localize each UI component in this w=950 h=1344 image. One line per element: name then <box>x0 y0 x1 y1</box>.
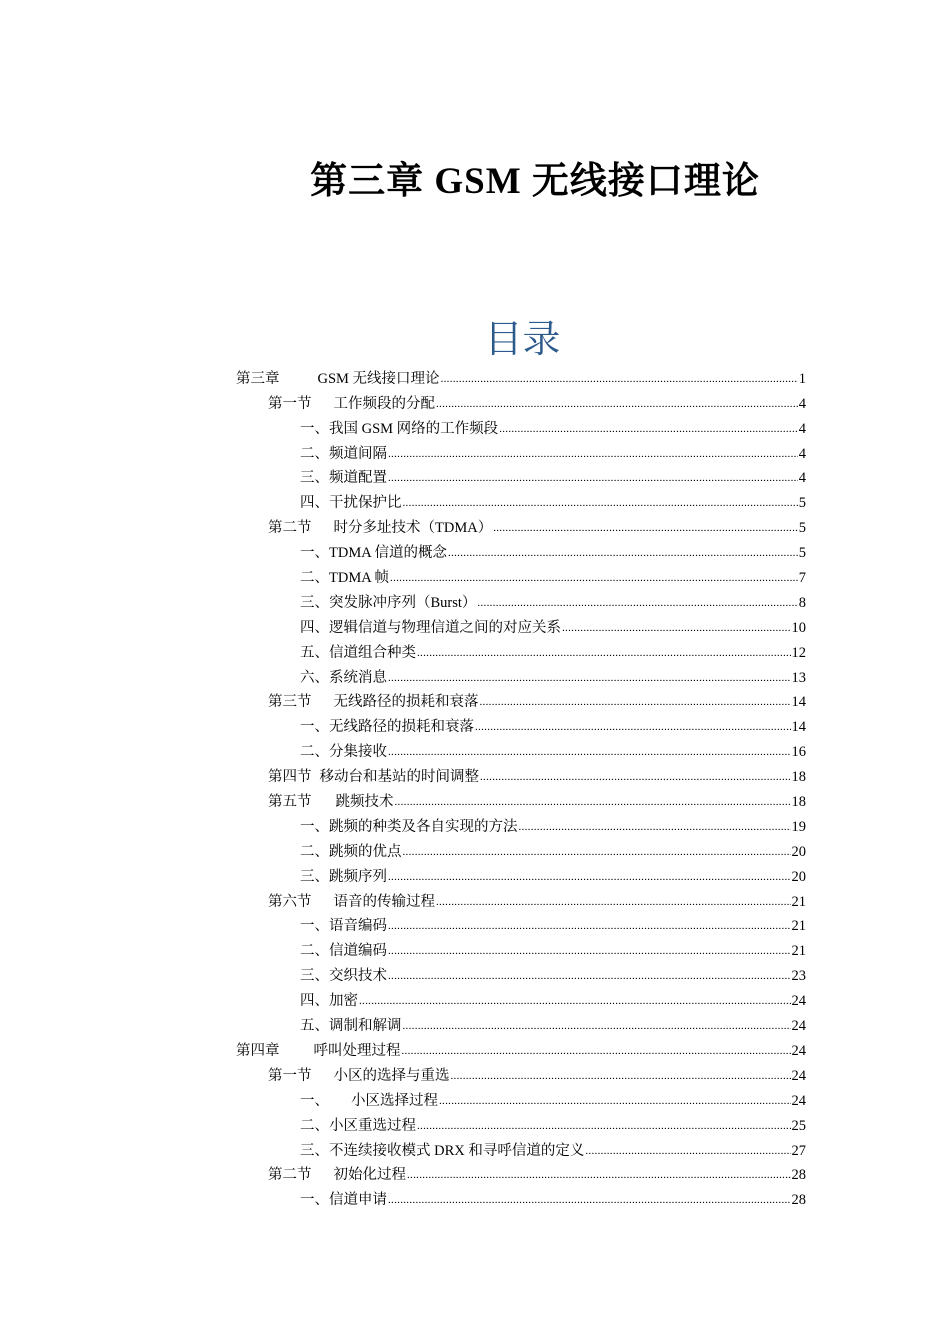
toc-entry[interactable] <box>236 960 806 985</box>
toc-entry[interactable] <box>236 463 806 488</box>
toc-entry-label <box>300 541 447 562</box>
toc-entry-label <box>300 591 476 612</box>
toc-entry-title: 语音编码 <box>329 918 387 935</box>
toc-entry-number: 一、 <box>300 545 329 562</box>
toc-entry[interactable] <box>236 388 806 413</box>
toc-entry-page: 24 <box>791 993 806 1010</box>
toc-leader-dots <box>388 469 798 487</box>
toc-entry-title: 工作频段的分配 <box>333 395 435 412</box>
toc-entry-number: 四、 <box>300 619 329 636</box>
toc-entry-title: 信道编码 <box>329 943 387 960</box>
toc-entry-number: 二、 <box>300 445 329 462</box>
toc-entry-number: 三、 <box>300 968 329 985</box>
toc-leader-dots <box>436 395 798 413</box>
toc-entry-label <box>300 865 387 886</box>
toc-entry-label <box>268 1163 406 1184</box>
toc-entry-label <box>300 616 561 637</box>
toc-entry[interactable] <box>236 438 806 463</box>
toc-entry-number: 四、 <box>300 495 329 512</box>
toc-leader-dots <box>448 544 798 562</box>
toc-leader-dots <box>388 1191 791 1209</box>
toc-leader-dots <box>441 370 798 388</box>
toc-entry-page: 24 <box>791 1092 806 1109</box>
toc-entry-title: GSM 无线接口理论 <box>317 370 440 387</box>
toc-entry-label <box>300 442 387 463</box>
toc-entry-number: 一、 <box>300 1192 329 1209</box>
toc-entry[interactable] <box>236 935 806 960</box>
toc-entry[interactable] <box>236 1060 806 1085</box>
toc-entry-page: 28 <box>791 1192 806 1209</box>
toc-entry-label <box>300 491 402 512</box>
toc-entry[interactable] <box>236 1184 806 1209</box>
toc-entry-number: 一、 <box>300 918 329 935</box>
toc-entry-title: 突发脉冲序列（Burst） <box>329 594 477 611</box>
toc-entry-title: 时分多址技术（TDMA） <box>333 520 493 537</box>
toc-entry-number: 第三章 <box>236 370 280 387</box>
toc-entry-page: 4 <box>798 470 806 487</box>
toc-entry-label <box>300 740 387 761</box>
toc-entry-label <box>300 1139 584 1160</box>
toc-entry-number: 第四章 <box>236 1042 280 1059</box>
toc-entry[interactable] <box>236 1085 806 1110</box>
toc-entry[interactable] <box>236 612 806 637</box>
toc-entry-number: 四、 <box>300 993 329 1010</box>
toc-entry-label <box>300 666 387 687</box>
toc-entry-number: 二、 <box>300 570 329 587</box>
toc-entry-title: 频道间隔 <box>329 445 387 462</box>
toc-entry-title: 小区选择过程 <box>351 1092 438 1109</box>
toc-entry-number: 一、 <box>300 818 329 835</box>
toc-entry-page: 21 <box>791 918 806 935</box>
toc-leader-dots <box>562 619 791 637</box>
toc-entry[interactable] <box>236 562 806 587</box>
toc-leader-dots <box>359 992 791 1010</box>
toc-entry-number: 二、 <box>300 943 329 960</box>
toc-entry-number: 二、 <box>300 1117 329 1134</box>
toc-entry[interactable] <box>236 836 806 861</box>
toc-leader-dots <box>451 1067 791 1085</box>
toc-entry-number: 第五节 <box>268 794 312 811</box>
toc-entry-page: 27 <box>791 1142 806 1159</box>
toc-entry[interactable] <box>236 1135 806 1160</box>
toc-entry-page: 24 <box>791 1018 806 1035</box>
toc-entry-title: 跳频的种类及各自实现的方法 <box>329 818 518 835</box>
toc-entry-page: 20 <box>791 843 806 860</box>
toc-entry[interactable] <box>236 487 806 512</box>
toc-entry[interactable] <box>236 1110 806 1135</box>
toc-entry-title: 交织技术 <box>329 968 387 985</box>
toc-entry-page: 14 <box>791 719 806 736</box>
toc-entry-page: 10 <box>791 619 806 636</box>
toc-leader-dots <box>407 1166 791 1184</box>
toc-entry-number: 第二节 <box>268 1167 312 1184</box>
toc-entry-page: 8 <box>798 594 806 611</box>
toc-entry[interactable] <box>236 1035 806 1060</box>
toc-leader-dots <box>388 868 791 886</box>
toc-leader-dots <box>388 445 798 463</box>
toc-entry-number: 三、 <box>300 594 329 611</box>
toc-entry-number: 三、 <box>300 470 329 487</box>
toc-entry-label <box>300 1014 402 1035</box>
toc-entry-title: 语音的传输过程 <box>333 893 435 910</box>
toc-leader-dots <box>388 669 791 687</box>
toc-leader-dots <box>519 818 791 836</box>
toc-leader-dots <box>417 644 791 662</box>
toc-entry-label <box>300 466 387 487</box>
toc-entry-page: 4 <box>798 395 806 412</box>
toc-leader-dots <box>388 917 791 935</box>
toc-entry-label <box>300 1114 416 1135</box>
toc-entry[interactable] <box>236 761 806 786</box>
toc-entry-page: 21 <box>791 893 806 910</box>
toc-entry-label <box>300 715 474 736</box>
toc-leader-dots <box>403 843 791 861</box>
toc-entry-title: 加密 <box>329 993 358 1010</box>
toc-leader-dots <box>436 893 791 911</box>
toc-entry-number: 第六节 <box>268 893 312 910</box>
toc-entry[interactable] <box>236 786 806 811</box>
toc-entry-number: 第二节 <box>268 520 312 537</box>
toc-entry-title: TDMA 帧 <box>329 570 390 587</box>
toc-entry-label <box>268 1064 450 1085</box>
toc-entry-title: 小区重选过程 <box>329 1117 416 1134</box>
toc-leader-dots <box>477 594 797 612</box>
toc-entry[interactable] <box>236 711 806 736</box>
toc-entry-page: 12 <box>791 644 806 661</box>
toc-entry-page: 5 <box>798 520 806 537</box>
toc-leader-dots <box>403 1017 791 1035</box>
toc-entry-title: 跳频的优点 <box>329 843 402 860</box>
toc-entry[interactable] <box>236 637 806 662</box>
toc-leader-dots <box>388 743 791 761</box>
toc-entry[interactable] <box>236 911 806 936</box>
toc-leader-dots <box>417 1117 791 1135</box>
toc-entry-page: 25 <box>791 1117 806 1134</box>
toc-leader-dots <box>493 519 798 537</box>
toc-entry-title: TDMA 信道的概念 <box>329 545 448 562</box>
toc-entry[interactable] <box>236 1160 806 1185</box>
toc-entry-number: 二、 <box>300 744 329 761</box>
toc-entry[interactable] <box>236 512 806 537</box>
toc-entry-title: 移动台和基站的时间调整 <box>319 769 479 786</box>
toc-leader-dots <box>388 967 791 985</box>
toc-entry-label <box>300 989 358 1010</box>
toc-entry-page: 4 <box>798 420 806 437</box>
toc-leader-dots <box>585 1142 790 1160</box>
toc-heading: 目录 <box>484 319 561 361</box>
toc-leader-dots <box>480 693 791 711</box>
toc-entry-page: 24 <box>791 1042 806 1059</box>
toc-entry-page: 28 <box>791 1167 806 1184</box>
toc-entry-page: 5 <box>798 495 806 512</box>
toc-entry[interactable] <box>236 363 806 388</box>
toc-entry[interactable] <box>236 861 806 886</box>
toc-entry-title: 小区的选择与重选 <box>333 1067 450 1084</box>
toc-leader-dots <box>475 718 791 736</box>
toc-entry-number: 第一节 <box>268 1067 312 1084</box>
toc-entry-number: 五、 <box>300 644 329 661</box>
toc-entry-title: 频道配置 <box>329 470 387 487</box>
toc-leader-dots <box>403 494 798 512</box>
toc-entry-label <box>268 392 435 413</box>
toc-entry-number: 六、 <box>300 669 329 686</box>
toc-entry-label <box>268 890 435 911</box>
toc-entry-label <box>236 367 440 388</box>
toc-entry-title: 初始化过程 <box>333 1167 406 1184</box>
toc-entry-number: 第一节 <box>268 395 312 412</box>
toc-entry-title: 信道申请 <box>329 1192 387 1209</box>
toc-leader-dots <box>388 942 791 960</box>
toc-entry-page: 18 <box>791 769 806 786</box>
toc-entry-title: 跳频技术 <box>335 794 394 811</box>
toc-entry-number: 五、 <box>300 1018 329 1035</box>
toc-entry[interactable] <box>236 886 806 911</box>
toc-entry-title: 信道组合种类 <box>329 644 416 661</box>
toc-entry-title: 调制和解调 <box>329 1018 402 1035</box>
toc-entry[interactable] <box>236 537 806 562</box>
toc-entry-page: 14 <box>791 694 806 711</box>
toc-entry-label <box>300 840 402 861</box>
toc-leader-dots <box>395 793 791 811</box>
toc-leader-dots <box>439 1092 791 1110</box>
toc-leader-dots <box>390 569 798 587</box>
toc-entry-label <box>268 790 394 811</box>
toc-entry-label <box>300 566 389 587</box>
toc-leader-dots <box>499 420 798 438</box>
toc-entry-number: 第三节 <box>268 694 312 711</box>
toc-entry-page: 4 <box>798 445 806 462</box>
toc-entry-page: 19 <box>791 818 806 835</box>
toc-entry-number: 一、 <box>300 420 329 437</box>
toc-entry-title: 无线路径的损耗和衰落 <box>333 694 479 711</box>
toc-entry-page: 16 <box>791 744 806 761</box>
toc-entry-number: 一、 <box>300 1092 329 1109</box>
toc-entry-label <box>268 765 479 786</box>
toc-entry-page: 20 <box>791 868 806 885</box>
toc-entry[interactable] <box>236 413 806 438</box>
toc-entry-label <box>268 690 479 711</box>
toc-entry-number: 第四节 <box>268 769 312 786</box>
toc-entry-page: 1 <box>798 370 806 387</box>
toc-entry[interactable] <box>236 687 806 712</box>
toc-entry[interactable] <box>236 587 806 612</box>
toc-entry-number: 二、 <box>300 843 329 860</box>
toc-entry[interactable] <box>236 985 806 1010</box>
toc-entry-page: 21 <box>791 943 806 960</box>
toc-entry-label <box>300 914 387 935</box>
toc-entry-title: 呼叫处理过程 <box>313 1042 401 1059</box>
toc-entry[interactable] <box>236 1010 806 1035</box>
toc-entry-page: 18 <box>791 794 806 811</box>
toc-entry-label <box>268 516 492 537</box>
toc-entry-title: 系统消息 <box>329 669 387 686</box>
toc-entry-label <box>300 964 387 985</box>
table-of-contents <box>236 363 806 1209</box>
toc-entry[interactable] <box>236 736 806 761</box>
toc-entry-title: 我国 GSM 网络的工作频段 <box>329 420 499 437</box>
toc-entry-title: 无线路径的损耗和衰落 <box>329 719 474 736</box>
toc-entry-number: 一、 <box>300 719 329 736</box>
chapter-title: 第三章 GSM 无线接口理论 <box>310 161 760 202</box>
toc-entry-label <box>300 641 416 662</box>
toc-leader-dots <box>480 768 791 786</box>
toc-entry[interactable] <box>236 811 806 836</box>
toc-entry-page: 24 <box>791 1067 806 1084</box>
toc-entry-title: 跳频序列 <box>329 868 387 885</box>
toc-entry-title: 逻辑信道与物理信道之间的对应关系 <box>329 619 561 636</box>
toc-entry-title: 不连续接收模式 DRX 和寻呼信道的定义 <box>329 1142 585 1159</box>
toc-entry-number: 三、 <box>300 1142 329 1159</box>
toc-entry-label <box>300 939 387 960</box>
toc-entry-label <box>300 1089 438 1110</box>
toc-entry-label <box>300 1188 387 1209</box>
toc-leader-dots <box>402 1042 791 1060</box>
toc-entry-page: 7 <box>798 570 806 587</box>
toc-entry-label <box>300 417 498 438</box>
toc-entry-number: 三、 <box>300 868 329 885</box>
toc-entry-label <box>236 1039 401 1060</box>
toc-entry-page: 23 <box>791 968 806 985</box>
toc-entry-page: 5 <box>798 545 806 562</box>
toc-entry-label <box>300 815 518 836</box>
toc-entry[interactable] <box>236 662 806 687</box>
toc-entry-title: 分集接收 <box>329 744 387 761</box>
toc-entry-page: 13 <box>791 669 806 686</box>
toc-entry-title: 干扰保护比 <box>329 495 402 512</box>
